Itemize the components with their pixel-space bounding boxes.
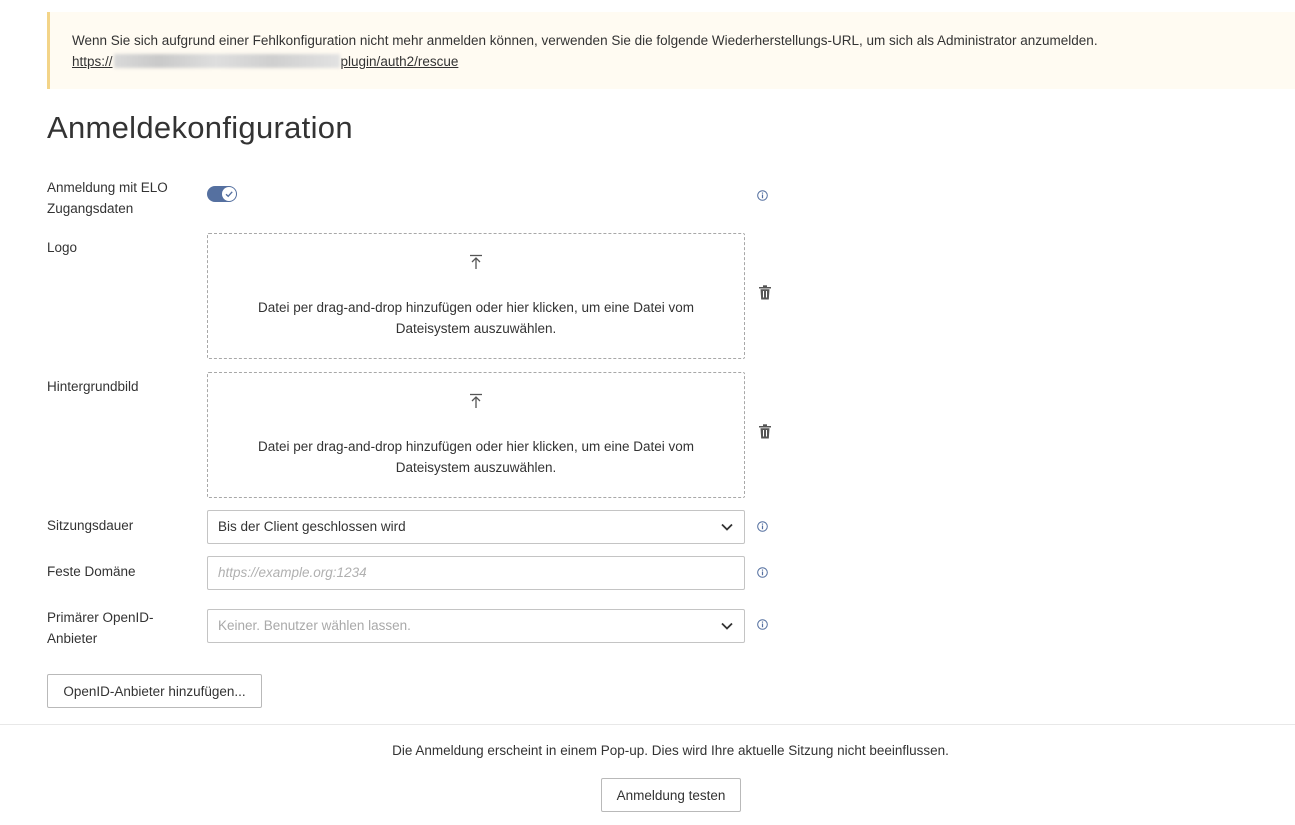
info-icon[interactable] <box>757 619 768 630</box>
background-dropzone-text: Datei per drag-and-drop hinzufügen oder hier klicken, um eine Datei vom Dateisystem auszuwählen. <box>258 439 694 475</box>
check-icon <box>224 189 234 199</box>
recovery-url-link[interactable] <box>72 54 458 69</box>
elo-login-toggle[interactable] <box>207 186 237 202</box>
logo-dropzone[interactable] <box>207 233 745 359</box>
session-duration-value: Bis der Client geschlossen wird <box>218 519 406 534</box>
info-icon[interactable] <box>757 567 768 578</box>
background-dropzone[interactable] <box>207 372 745 498</box>
chevron-down-icon <box>721 522 733 532</box>
upload-icon <box>469 393 483 409</box>
logo-label: Logo <box>47 240 78 255</box>
trash-icon[interactable] <box>758 285 772 300</box>
test-login-button[interactable]: Anmeldung testen <box>601 778 741 812</box>
page-title: Anmeldekonfiguration <box>47 110 353 145</box>
session-duration-select[interactable] <box>207 510 745 544</box>
session-label: Sitzungsdauer <box>47 518 134 533</box>
openid-provider-placeholder: Keiner. Benutzer wählen lassen. <box>218 618 411 633</box>
footer-hint: Die Anmeldung erscheint in einem Pop-up. Dies wird Ihre aktuelle Sitzung nicht beeinflussen. <box>392 743 949 758</box>
background-label: Hintergrundbild <box>47 379 139 394</box>
recovery-url-suffix: plugin/auth2/rescue <box>340 54 459 69</box>
recovery-notice <box>47 12 1295 89</box>
toggle-knob <box>222 187 236 201</box>
recovery-url-prefix: https:// <box>72 54 113 69</box>
add-openid-provider-button[interactable]: OpenID-Anbieter hinzufügen... <box>47 674 262 708</box>
domain-input[interactable] <box>218 558 734 588</box>
info-icon[interactable] <box>757 190 768 201</box>
elo-login-label: Anmeldung mit ELO Zugangsdaten <box>47 180 168 216</box>
recovery-notice-text: Wenn Sie sich aufgrund einer Fehlkonfiguration nicht mehr anmelden können, verwenden Sie die folgende Wiederherstellungs-URL, um sich als Administrator anzumelden. <box>72 33 1098 48</box>
trash-icon[interactable] <box>758 424 772 439</box>
domain-field[interactable] <box>207 556 745 590</box>
chevron-down-icon <box>721 621 733 631</box>
info-icon[interactable] <box>757 521 768 532</box>
openid-provider-select[interactable] <box>207 609 745 643</box>
openid-label: Primärer OpenID-Anbieter <box>47 610 154 646</box>
footer-divider <box>0 724 1295 725</box>
logo-dropzone-text: Datei per drag-and-drop hinzufügen oder hier klicken, um eine Datei vom Dateisystem auszuwählen. <box>258 300 694 336</box>
upload-icon <box>469 254 483 270</box>
domain-label: Feste Domäne <box>47 564 136 579</box>
redacted-host <box>114 54 340 68</box>
